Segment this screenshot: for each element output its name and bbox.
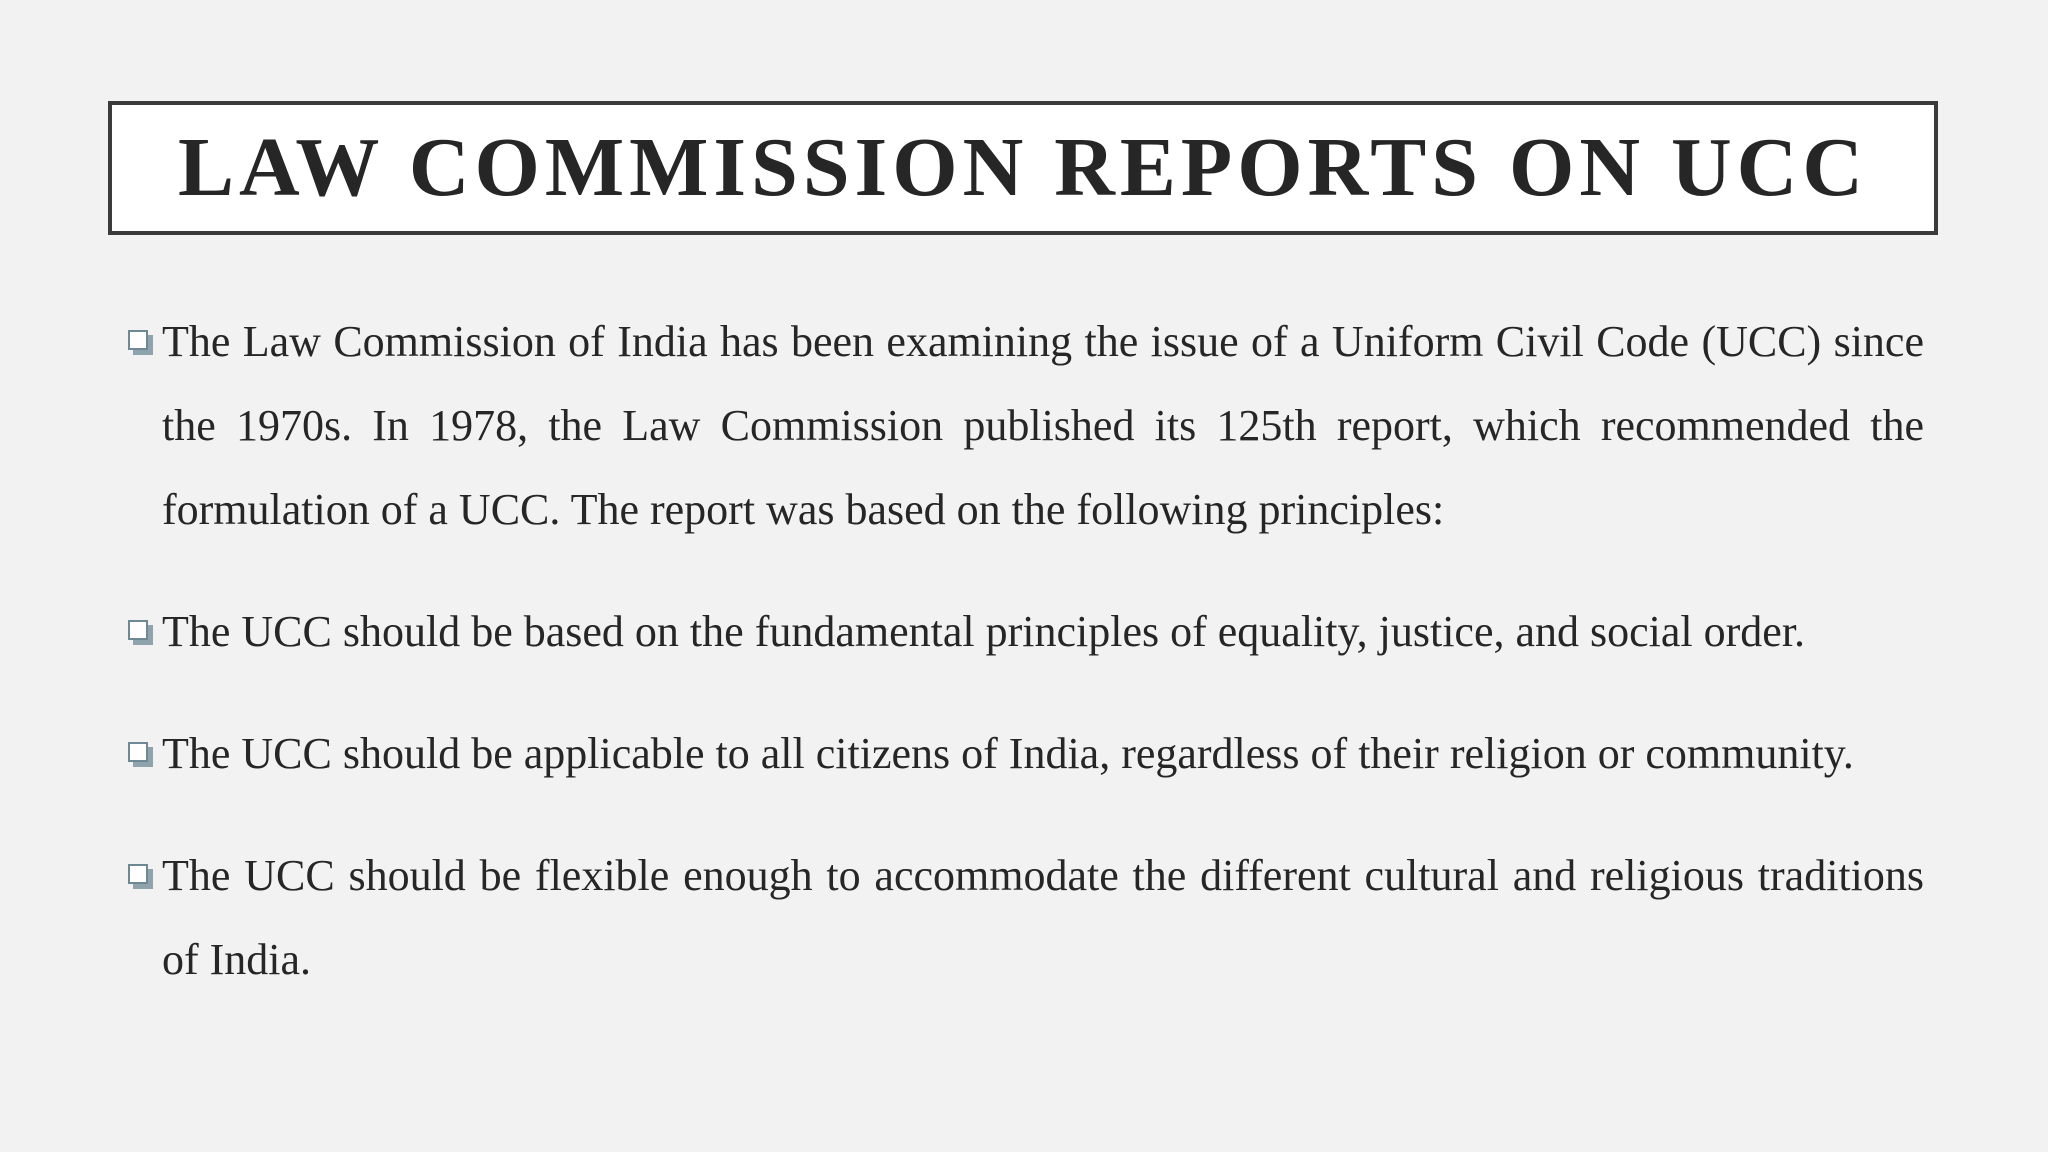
square-bullet-icon (128, 864, 152, 888)
bullet-item (126, 590, 1924, 674)
bullet-text: The UCC should be flexible enough to accommodate the different cultural and religious traditions of India. (162, 851, 1924, 984)
bullet-text: The UCC should be applicable to all citizens of India, regardless of their religion or community. (162, 729, 1854, 778)
square-bullet-icon (128, 742, 152, 766)
bullet-item (126, 300, 1924, 552)
square-bullet-icon (128, 330, 152, 354)
bullet-item (126, 834, 1924, 1002)
title-box (108, 101, 1938, 235)
bullet-text: The Law Commission of India has been examining the issue of a Uniform Civil Code (UCC) since the 1970s. In 1978, the Law Commission published its 125th report, which recommended the formulation of a UCC. The report was based on the following principles: (162, 317, 1924, 534)
bullet-list (126, 300, 1924, 1002)
square-bullet-icon (128, 620, 152, 644)
bullet-text: The UCC should be based on the fundamental principles of equality, justice, and social order. (162, 607, 1806, 656)
bullet-item (126, 712, 1924, 796)
slide-title: LAW COMMISSION REPORTS ON UCC (177, 121, 1869, 214)
